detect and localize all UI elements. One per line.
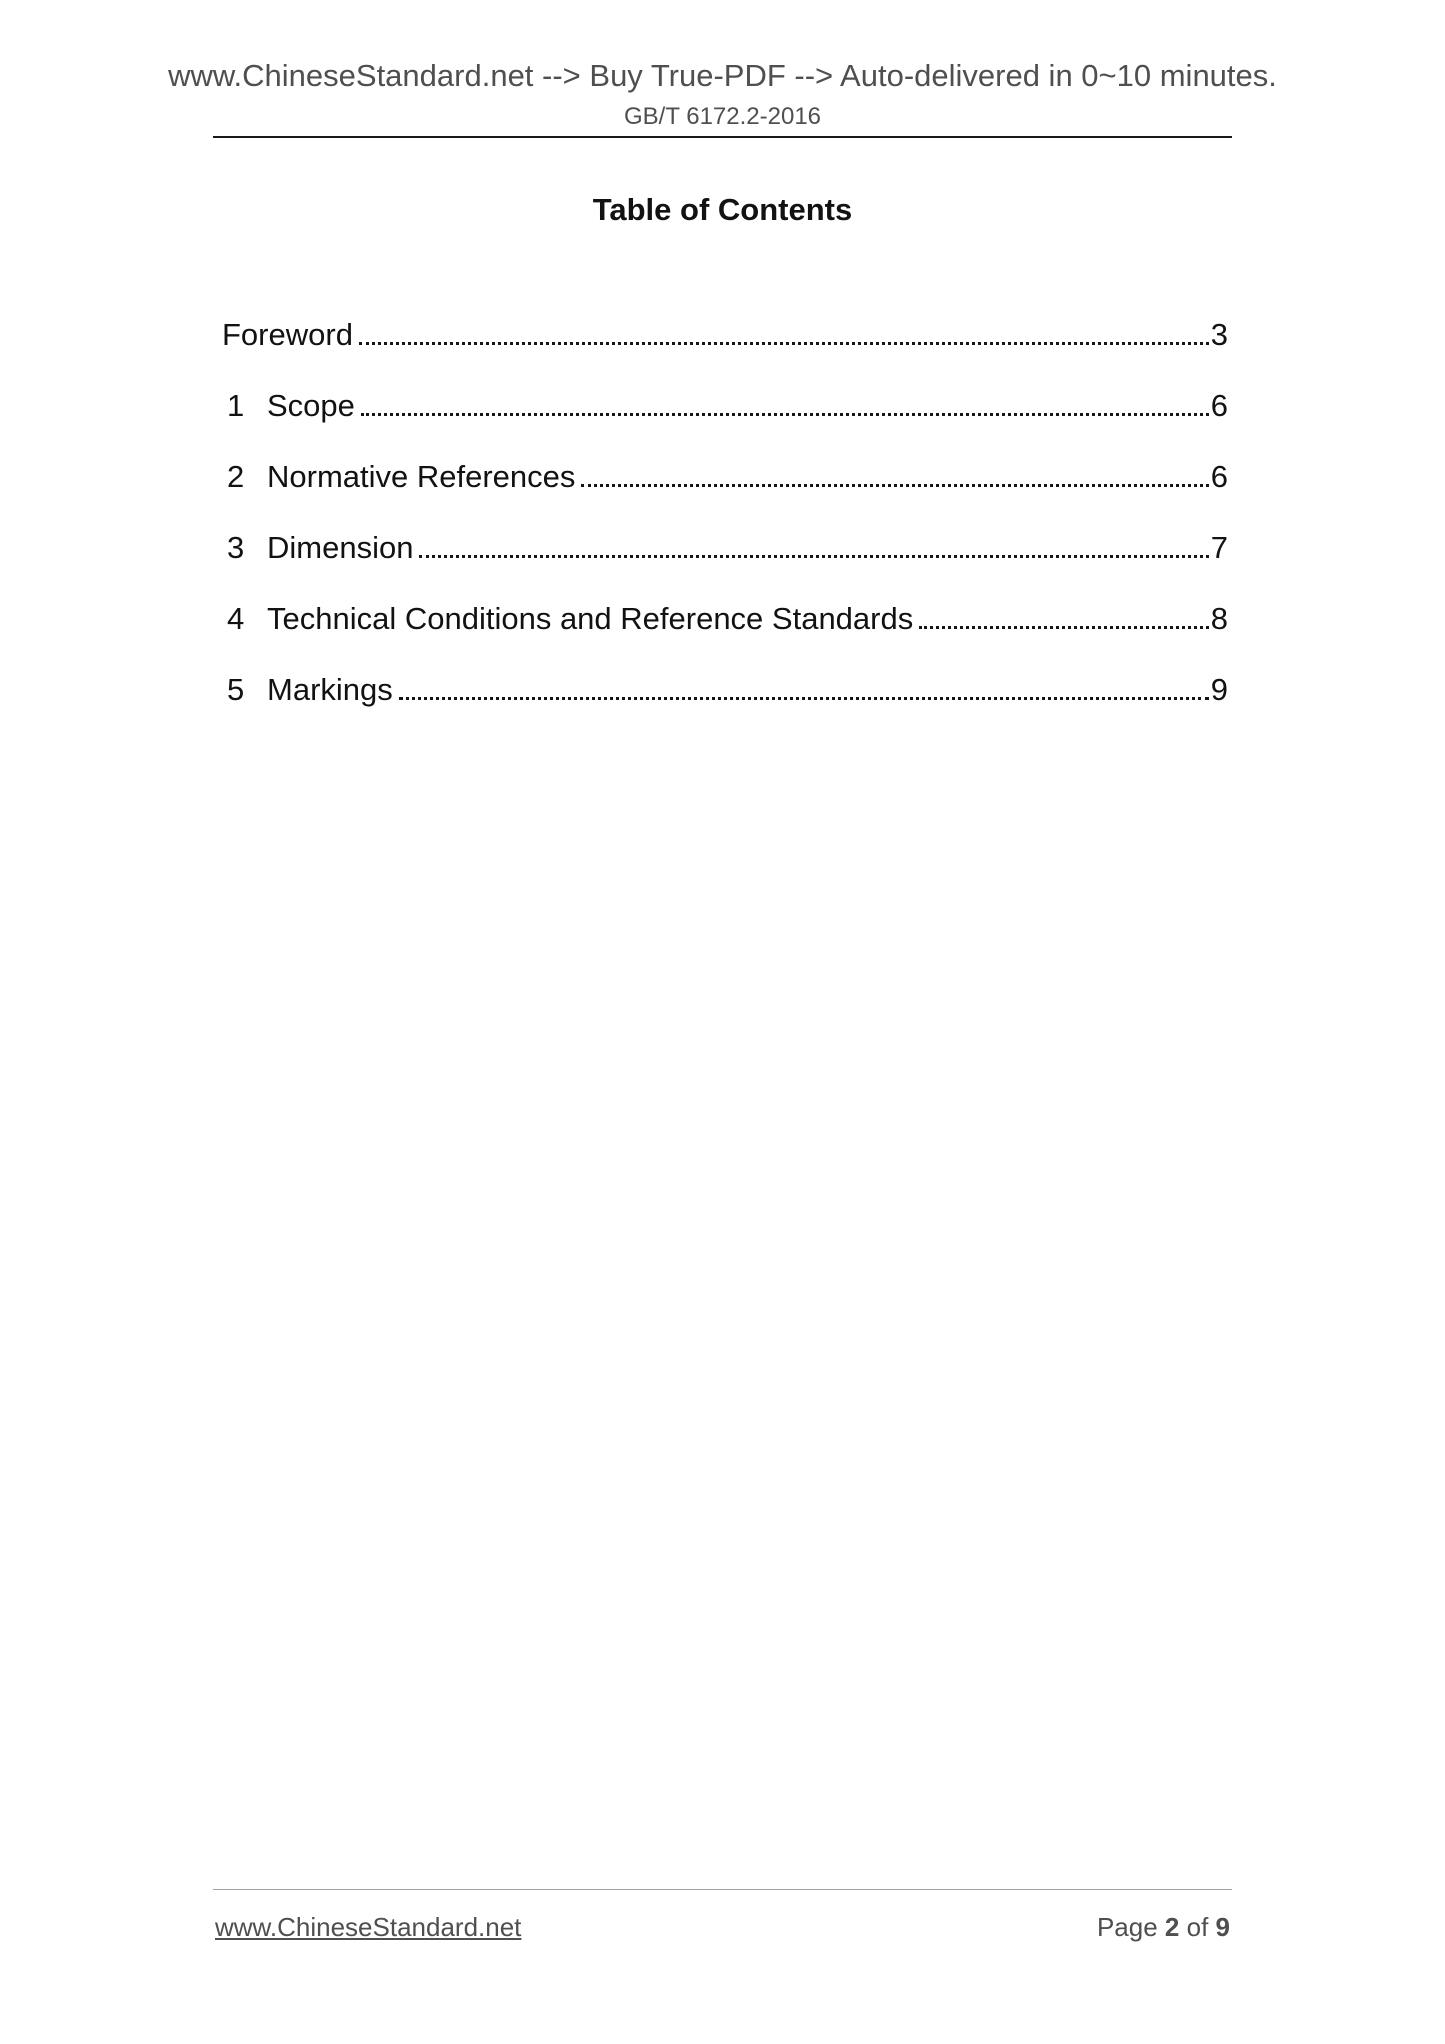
doc-number: GB/T 6172.2-2016 — [623, 103, 822, 130]
toc-entry-page: 9 — [1210, 672, 1228, 707]
toc-leader-dots — [581, 484, 1208, 487]
header-rule — [213, 136, 1232, 138]
toc-entry-label: Dimension — [267, 530, 414, 565]
of-label: of — [1186, 1912, 1209, 1942]
toc-entry-label: Foreword — [222, 317, 353, 352]
footer-site-link[interactable]: www.ChineseStandard.net — [215, 1912, 522, 1942]
toc-entry — [222, 299, 1228, 370]
header-promo-line: www.ChineseStandard.net --> Buy True-PDF --> Auto-delivered in 0~10 minutes. — [168, 58, 1277, 93]
toc-entry-number: 4 — [227, 601, 245, 636]
toc-entry-label: Technical Conditions and Reference Standards — [267, 601, 914, 636]
toc-entry — [222, 512, 1228, 583]
toc-leader-dots — [359, 342, 1209, 345]
toc-entry-label: Normative References — [267, 459, 576, 494]
toc-entry-page: 7 — [1210, 530, 1228, 565]
current-page-number: 2 — [1164, 1912, 1180, 1942]
toc-entry-page: 6 — [1210, 459, 1228, 494]
toc-entry-label: Scope — [267, 388, 355, 423]
toc-leader-dots — [919, 626, 1209, 629]
toc-entry — [222, 583, 1228, 654]
toc-entry-label: Markings — [267, 672, 393, 707]
table-of-contents — [222, 299, 1228, 725]
footer-rule — [213, 1889, 1232, 1890]
toc-entry-page: 8 — [1210, 601, 1228, 636]
footer — [215, 1905, 1230, 1949]
page-title: Table of Contents — [592, 192, 853, 227]
toc-entry — [222, 441, 1228, 512]
toc-entry-page: 3 — [1210, 317, 1228, 352]
toc-leader-dots — [419, 555, 1208, 558]
toc-leader-dots — [399, 697, 1209, 700]
toc-entry-number: 5 — [227, 672, 245, 707]
page-indicator — [1097, 1905, 1230, 1949]
toc-entry-number: 2 — [227, 459, 245, 494]
toc-leader-dots — [361, 413, 1209, 416]
toc-entry-number: 3 — [227, 530, 245, 565]
toc-entry — [222, 654, 1228, 725]
page-label: Page — [1096, 1912, 1158, 1942]
toc-entry — [222, 370, 1228, 441]
toc-entry-page: 6 — [1210, 388, 1228, 423]
total-pages-number: 9 — [1215, 1912, 1230, 1942]
toc-entry-number: 1 — [227, 388, 245, 423]
